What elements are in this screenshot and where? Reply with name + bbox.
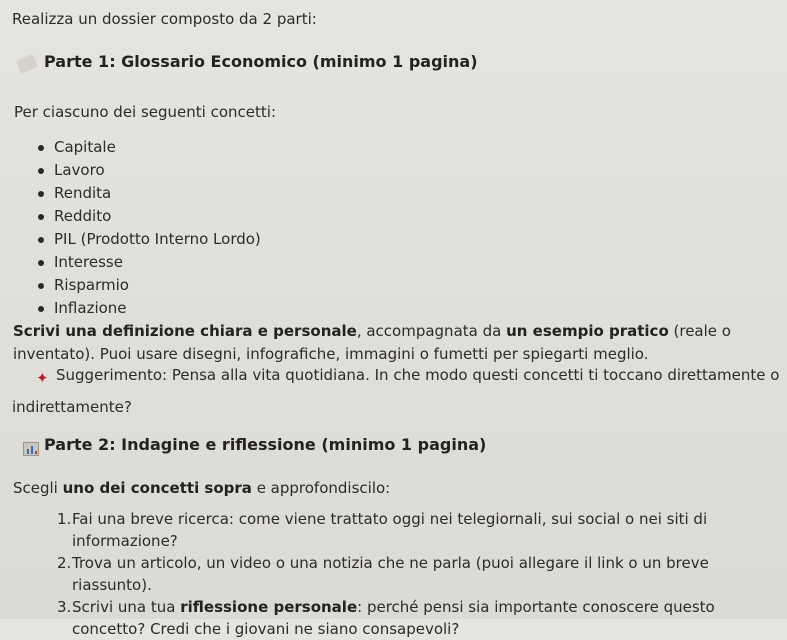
concept-label: Lavoro — [54, 161, 105, 179]
bar-chart-icon — [23, 442, 39, 456]
concept-label: Capitale — [54, 138, 116, 156]
choose-text-1: Scegli — [13, 479, 63, 497]
part1-instruction — [13, 320, 783, 366]
task-bold: riflessione personale — [180, 598, 358, 616]
bullet-icon — [38, 191, 44, 197]
task-text: Fai una breve ricerca: come viene trattato oggi nei telegiornali, sui social o nei siti di informazione? — [72, 510, 708, 550]
task-number: 3. — [57, 598, 72, 616]
intro-text: Realizza un dossier composto da 2 parti: — [12, 10, 317, 28]
list-item — [38, 205, 261, 228]
part1-lead: Per ciascuno dei seguenti concetti: — [14, 103, 277, 121]
instruction-text-1: , accompagnata da — [356, 322, 507, 340]
concept-label: Risparmio — [54, 276, 129, 294]
concept-label: PIL (Prodotto Interno Lordo) — [54, 230, 261, 248]
list-item — [38, 274, 261, 297]
task-number: 1. — [57, 510, 72, 528]
concept-list — [38, 136, 261, 320]
instruction-bold-2: un esempio pratico — [506, 322, 669, 340]
instruction-bold-1: Scrivi una definizione chiara e personale — [13, 322, 357, 340]
bullet-icon — [38, 214, 44, 220]
bullet-icon — [38, 145, 44, 151]
list-item — [38, 159, 261, 182]
list-item — [38, 297, 261, 320]
task-text-continued: : perché pensi sia importante conoscere questo concetto? Credi che i giovani ne siano consapevoli? — [72, 598, 715, 638]
part2-heading: Parte 2: Indagine e riflessione (minimo 1 pagina) — [44, 435, 487, 454]
task-number: 2. — [57, 554, 72, 572]
bullet-icon — [38, 237, 44, 243]
bullet-icon — [38, 306, 44, 312]
tip-text: Suggerimento: Pensa alla vita quotidiana. In che modo questi concetti ti toccano direttamente o — [56, 366, 780, 384]
choose-text-2: e approfondiscilo: — [251, 479, 391, 497]
part2-lead — [13, 479, 390, 497]
notebook-icon — [16, 54, 38, 74]
part1-heading: Parte 1: Glossario Economico (minimo 1 pagina) — [44, 52, 478, 71]
star-icon: ✦ — [36, 369, 49, 387]
tip-text-continued: indirettamente? — [12, 398, 132, 416]
list-item — [38, 251, 261, 274]
instruction-text-2: (reale o inventato). Puoi usare disegni, infografiche, immagini o fumetti per spiegarti meglio. — [13, 322, 731, 363]
bullet-icon — [38, 168, 44, 174]
list-item — [38, 136, 261, 159]
list-item — [57, 508, 767, 552]
list-item — [57, 596, 767, 640]
task-text: Trova un articolo, un video o una notizia che ne parla (puoi allegare il link o un breve riassunto). — [72, 554, 709, 594]
concept-label: Interesse — [54, 253, 123, 271]
concept-label: Reddito — [54, 207, 112, 225]
bullet-icon — [38, 260, 44, 266]
list-item — [38, 228, 261, 251]
choose-bold: uno dei concetti sopra — [62, 479, 252, 497]
concept-label: Rendita — [54, 184, 112, 202]
task-text: Scrivi una tua — [72, 598, 181, 616]
list-item — [38, 182, 261, 205]
task-list — [57, 508, 767, 640]
concept-label: Inflazione — [54, 299, 127, 317]
list-item — [57, 552, 767, 596]
bullet-icon — [38, 283, 44, 289]
